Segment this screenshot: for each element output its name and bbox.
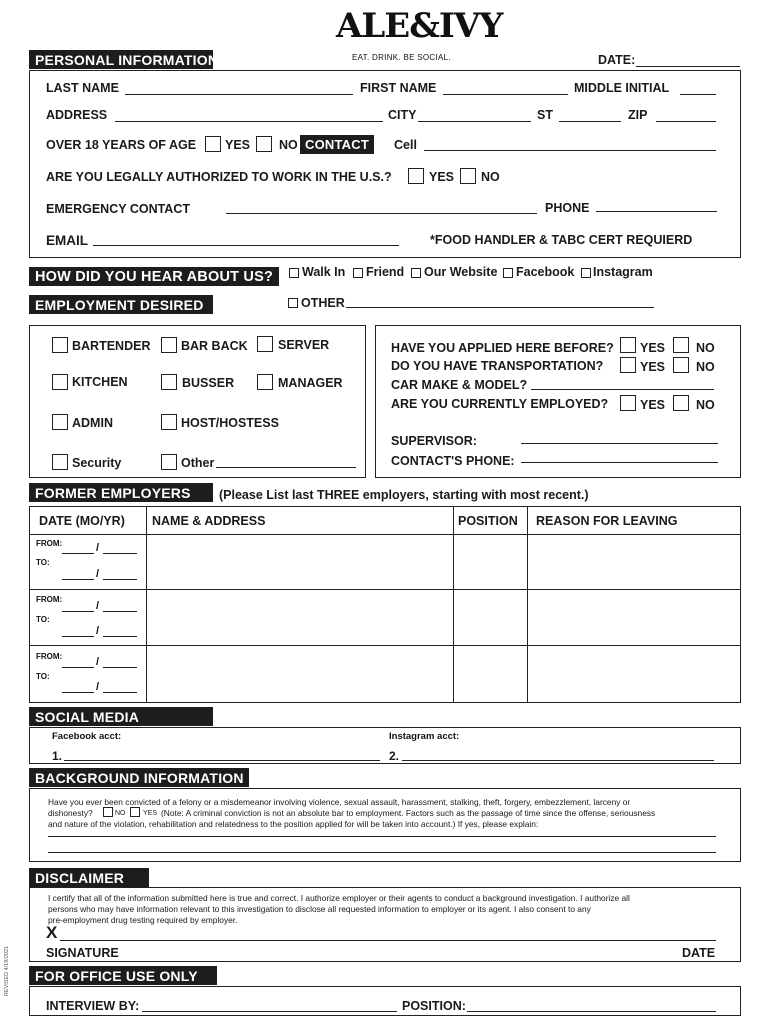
website-checkbox[interactable] <box>411 268 421 278</box>
explain-line-2[interactable] <box>48 852 716 853</box>
admin-label: ADMIN <box>72 416 113 430</box>
brand-name: ALE&IVY <box>336 6 503 46</box>
manager-checkbox[interactable] <box>257 374 273 390</box>
employment-desired-header: EMPLOYMENT DESIRED <box>29 295 213 314</box>
row3-to-month[interactable] <box>62 692 94 693</box>
authorized-yes-label: YES <box>429 170 455 184</box>
row3-from-month[interactable] <box>62 667 94 668</box>
over18-no-label: NO <box>279 138 298 152</box>
other-position-field[interactable] <box>216 467 356 468</box>
emergency-contact-field[interactable] <box>226 213 537 214</box>
address-label: ADDRESS <box>46 108 108 122</box>
disclaimer-text-3: pre-employment drug testing required by employer. <box>48 915 238 925</box>
row1-to-slash: / <box>96 568 100 580</box>
manager-label: MANAGER <box>278 376 343 390</box>
food-handler-note: *FOOD HANDLER & TABC CERT REQUIERD <box>430 233 693 247</box>
row1-to-month[interactable] <box>62 579 94 580</box>
st-label: ST <box>537 108 553 122</box>
busser-checkbox[interactable] <box>161 374 177 390</box>
employed-no-checkbox[interactable] <box>673 395 689 411</box>
office-position-field[interactable] <box>467 1011 716 1012</box>
cell-label: Cell <box>394 138 417 152</box>
facebook-acct-label: Facebook acct: <box>52 731 122 742</box>
city-field[interactable] <box>418 121 531 122</box>
over18-yes-checkbox[interactable] <box>205 136 221 152</box>
facebook-label: Facebook <box>516 265 575 279</box>
row2-to-year[interactable] <box>103 636 137 637</box>
admin-checkbox[interactable] <box>52 414 68 430</box>
office-position-label: POSITION: <box>402 999 466 1013</box>
other-source-field[interactable] <box>346 307 654 308</box>
last-name-field[interactable] <box>125 94 353 95</box>
signature-field[interactable] <box>60 940 716 941</box>
zip-field[interactable] <box>656 121 716 122</box>
supervisor-field[interactable] <box>521 443 718 444</box>
social-two-label: 2. <box>389 749 400 763</box>
hear-about-header: HOW DID YOU HEAR ABOUT US? <box>29 267 279 286</box>
col-date-header: DATE (MO/YR) <box>39 514 125 528</box>
conviction-yes-checkbox[interactable] <box>130 807 140 817</box>
server-label: SERVER <box>278 338 330 352</box>
supervisor-label: SUPERVISOR: <box>391 434 477 448</box>
revised-note: REVISED 4/19/2021 <box>4 945 11 997</box>
email-label: EMAIL <box>46 233 88 248</box>
disclaimer-header: DISCLAIMER <box>29 868 149 887</box>
personal-info-header: PERSONAL INFORMATION <box>29 50 213 69</box>
former-employers-header: FORMER EMPLOYERS <box>29 483 213 502</box>
other-position-checkbox[interactable] <box>161 454 177 470</box>
row3-to-year[interactable] <box>103 692 137 693</box>
interview-by-label: INTERVIEW BY: <box>46 999 140 1013</box>
row-divider-2 <box>29 645 741 646</box>
walk-in-checkbox[interactable] <box>289 268 299 278</box>
authorized-no-label: NO <box>481 170 500 184</box>
conviction-no-label: NO <box>115 810 126 817</box>
date-label: DATE: <box>598 53 636 67</box>
row1-to-label: TO: <box>36 558 50 567</box>
other-source-checkbox[interactable] <box>288 298 298 308</box>
email-field[interactable] <box>93 245 399 246</box>
website-label: Our Website <box>424 265 498 279</box>
middle-initial-field[interactable] <box>680 94 716 95</box>
city-label: CITY <box>388 108 417 122</box>
bartender-checkbox[interactable] <box>52 337 68 353</box>
authorized-no-checkbox[interactable] <box>460 168 476 184</box>
social-media-box <box>29 727 741 764</box>
row1-from-year[interactable] <box>103 553 137 554</box>
transportation-label: DO YOU HAVE TRANSPORTATION? <box>391 359 604 373</box>
facebook-acct-field[interactable] <box>64 760 380 761</box>
applied-no-label: NO <box>696 341 715 355</box>
kitchen-checkbox[interactable] <box>52 374 68 390</box>
currently-employed-label: ARE YOU CURRENTLY EMPLOYED? <box>391 397 609 411</box>
instagram-checkbox[interactable] <box>581 268 591 278</box>
car-label: CAR MAKE & MODEL? <box>391 378 528 392</box>
over18-yes-label: YES <box>225 138 251 152</box>
employed-yes-checkbox[interactable] <box>620 395 636 411</box>
background-header: BACKGROUND INFORMATION <box>29 768 249 787</box>
col-divider-1 <box>146 506 147 703</box>
zip-label: ZIP <box>628 108 648 122</box>
emergency-contact-label: EMERGENCY CONTACT <box>46 202 190 216</box>
signature-x: X <box>46 923 58 942</box>
row2-from-label: FROM: <box>36 595 63 604</box>
disclaimer-text-1: I certify that all of the information submitted here is true and correct. I authorize employer or their agents to conduct a background investigation. I authorize all <box>48 893 630 903</box>
last-name-label: LAST NAME <box>46 81 119 95</box>
transportation-yes-checkbox[interactable] <box>620 357 636 373</box>
friend-label: Friend <box>366 265 405 279</box>
host-checkbox[interactable] <box>161 414 177 430</box>
row1-from-slash: / <box>96 542 100 554</box>
middle-initial-label: MIDDLE INITIAL <box>574 81 670 95</box>
address-field[interactable] <box>115 121 383 122</box>
former-employers-note: (Please List last THREE employers, starting with most recent.) <box>219 488 589 502</box>
background-text-2a: dishonesty? <box>48 808 93 818</box>
row-divider-1 <box>29 589 741 590</box>
explain-line-1[interactable] <box>48 836 716 837</box>
phone-field[interactable] <box>596 211 717 212</box>
col-divider-2 <box>453 506 454 703</box>
row2-to-label: TO: <box>36 615 50 624</box>
contact-phone-label: CONTACT'S PHONE: <box>391 454 515 468</box>
row3-from-slash: / <box>96 656 100 668</box>
background-text-3: and nature of the violation, rehabilitation and relatedness to the position applied for will be taken into account.) If yes, please explain: <box>48 819 539 829</box>
row2-from-year[interactable] <box>103 611 137 612</box>
applied-no-checkbox[interactable] <box>673 337 689 353</box>
transportation-no-checkbox[interactable] <box>673 357 689 373</box>
row1-from-month[interactable] <box>62 553 94 554</box>
social-media-header: SOCIAL MEDIA <box>29 707 213 726</box>
bar-back-label: BAR BACK <box>181 339 248 353</box>
authorized-label: ARE YOU LEGALLY AUTHORIZED TO WORK IN THE U.S.? <box>46 170 392 184</box>
col-reason-header: REASON FOR LEAVING <box>536 514 678 528</box>
busser-label: BUSSER <box>182 376 235 390</box>
contact-phone-field[interactable] <box>521 462 718 463</box>
disclaimer-date-label: DATE <box>682 946 716 960</box>
personal-info-box <box>29 70 741 258</box>
transportation-yes-label: YES <box>640 360 666 374</box>
row3-from-year[interactable] <box>103 667 137 668</box>
social-one-label: 1. <box>52 749 63 763</box>
row2-to-slash: / <box>96 625 100 637</box>
over18-label: OVER 18 YEARS OF AGE <box>46 138 197 152</box>
employed-no-label: NO <box>696 398 715 412</box>
former-employers-table <box>29 506 741 703</box>
cell-field[interactable] <box>424 150 716 151</box>
row3-to-slash: / <box>96 681 100 693</box>
over18-no-checkbox[interactable] <box>256 136 272 152</box>
col-position-header: POSITION <box>458 514 518 528</box>
security-checkbox[interactable] <box>52 454 68 470</box>
bartender-label: BARTENDER <box>72 339 151 353</box>
kitchen-label: KITCHEN <box>72 375 128 389</box>
host-label: HOST/HOSTESS <box>181 416 279 430</box>
row2-from-slash: / <box>96 600 100 612</box>
interview-by-field[interactable] <box>142 1011 397 1012</box>
phone-label: PHONE <box>545 201 590 215</box>
signature-label: SIGNATURE <box>46 946 119 960</box>
st-field[interactable] <box>559 121 621 122</box>
disclaimer-text-2: persons who may have information relevant to this investigation to disclose all requested information to employer or its agent. I also consent to any <box>48 904 591 914</box>
office-use-header: FOR OFFICE USE ONLY <box>29 966 217 985</box>
col-name-header: NAME & ADDRESS <box>152 514 266 528</box>
row2-to-month[interactable] <box>62 636 94 637</box>
other-position-label: Other <box>181 456 215 470</box>
brand-logo <box>336 6 502 46</box>
first-name-label: FIRST NAME <box>360 81 437 95</box>
row1-to-year[interactable] <box>103 579 137 580</box>
date-field[interactable] <box>636 66 740 67</box>
employed-yes-label: YES <box>640 398 666 412</box>
instagram-acct-field[interactable] <box>402 760 714 761</box>
table-header-divider <box>29 534 741 535</box>
conviction-yes-label: YES <box>143 810 158 817</box>
row2-from-month[interactable] <box>62 611 94 612</box>
row1-from-label: FROM: <box>36 539 63 548</box>
authorized-yes-checkbox[interactable] <box>408 168 424 184</box>
col-divider-3 <box>527 506 528 703</box>
applied-before-label: HAVE YOU APPLIED HERE BEFORE? <box>391 341 614 355</box>
server-checkbox[interactable] <box>257 336 273 352</box>
car-field[interactable] <box>531 389 714 390</box>
security-label: Security <box>72 456 122 470</box>
background-text-2b: (Note: A criminal conviction is not an absolute bar to employment. Factors such as the passage of time since the offense, seriousness <box>161 808 656 818</box>
first-name-field[interactable] <box>443 94 568 95</box>
facebook-checkbox[interactable] <box>503 268 513 278</box>
friend-checkbox[interactable] <box>353 268 363 278</box>
instagram-label: Instagram <box>593 265 653 279</box>
walk-in-label: Walk In <box>302 265 346 279</box>
transportation-no-label: NO <box>696 360 715 374</box>
applied-yes-label: YES <box>640 341 666 355</box>
row3-to-label: TO: <box>36 672 50 681</box>
contact-tag: CONTACT <box>300 135 374 154</box>
brand-tagline: EAT. DRINK. BE SOCIAL. <box>352 53 451 62</box>
instagram-acct-label: Instagram acct: <box>389 731 460 742</box>
conviction-no-checkbox[interactable] <box>103 807 113 817</box>
background-text-1: Have you ever been convicted of a felony or a misdemeanor involving violence, sexual assault, harassment, stalking, theft, forgery, embezzlement, larceny or <box>48 797 631 807</box>
other-source-label: OTHER <box>301 296 345 310</box>
row3-from-label: FROM: <box>36 652 63 661</box>
bar-back-checkbox[interactable] <box>161 337 177 353</box>
applied-yes-checkbox[interactable] <box>620 337 636 353</box>
